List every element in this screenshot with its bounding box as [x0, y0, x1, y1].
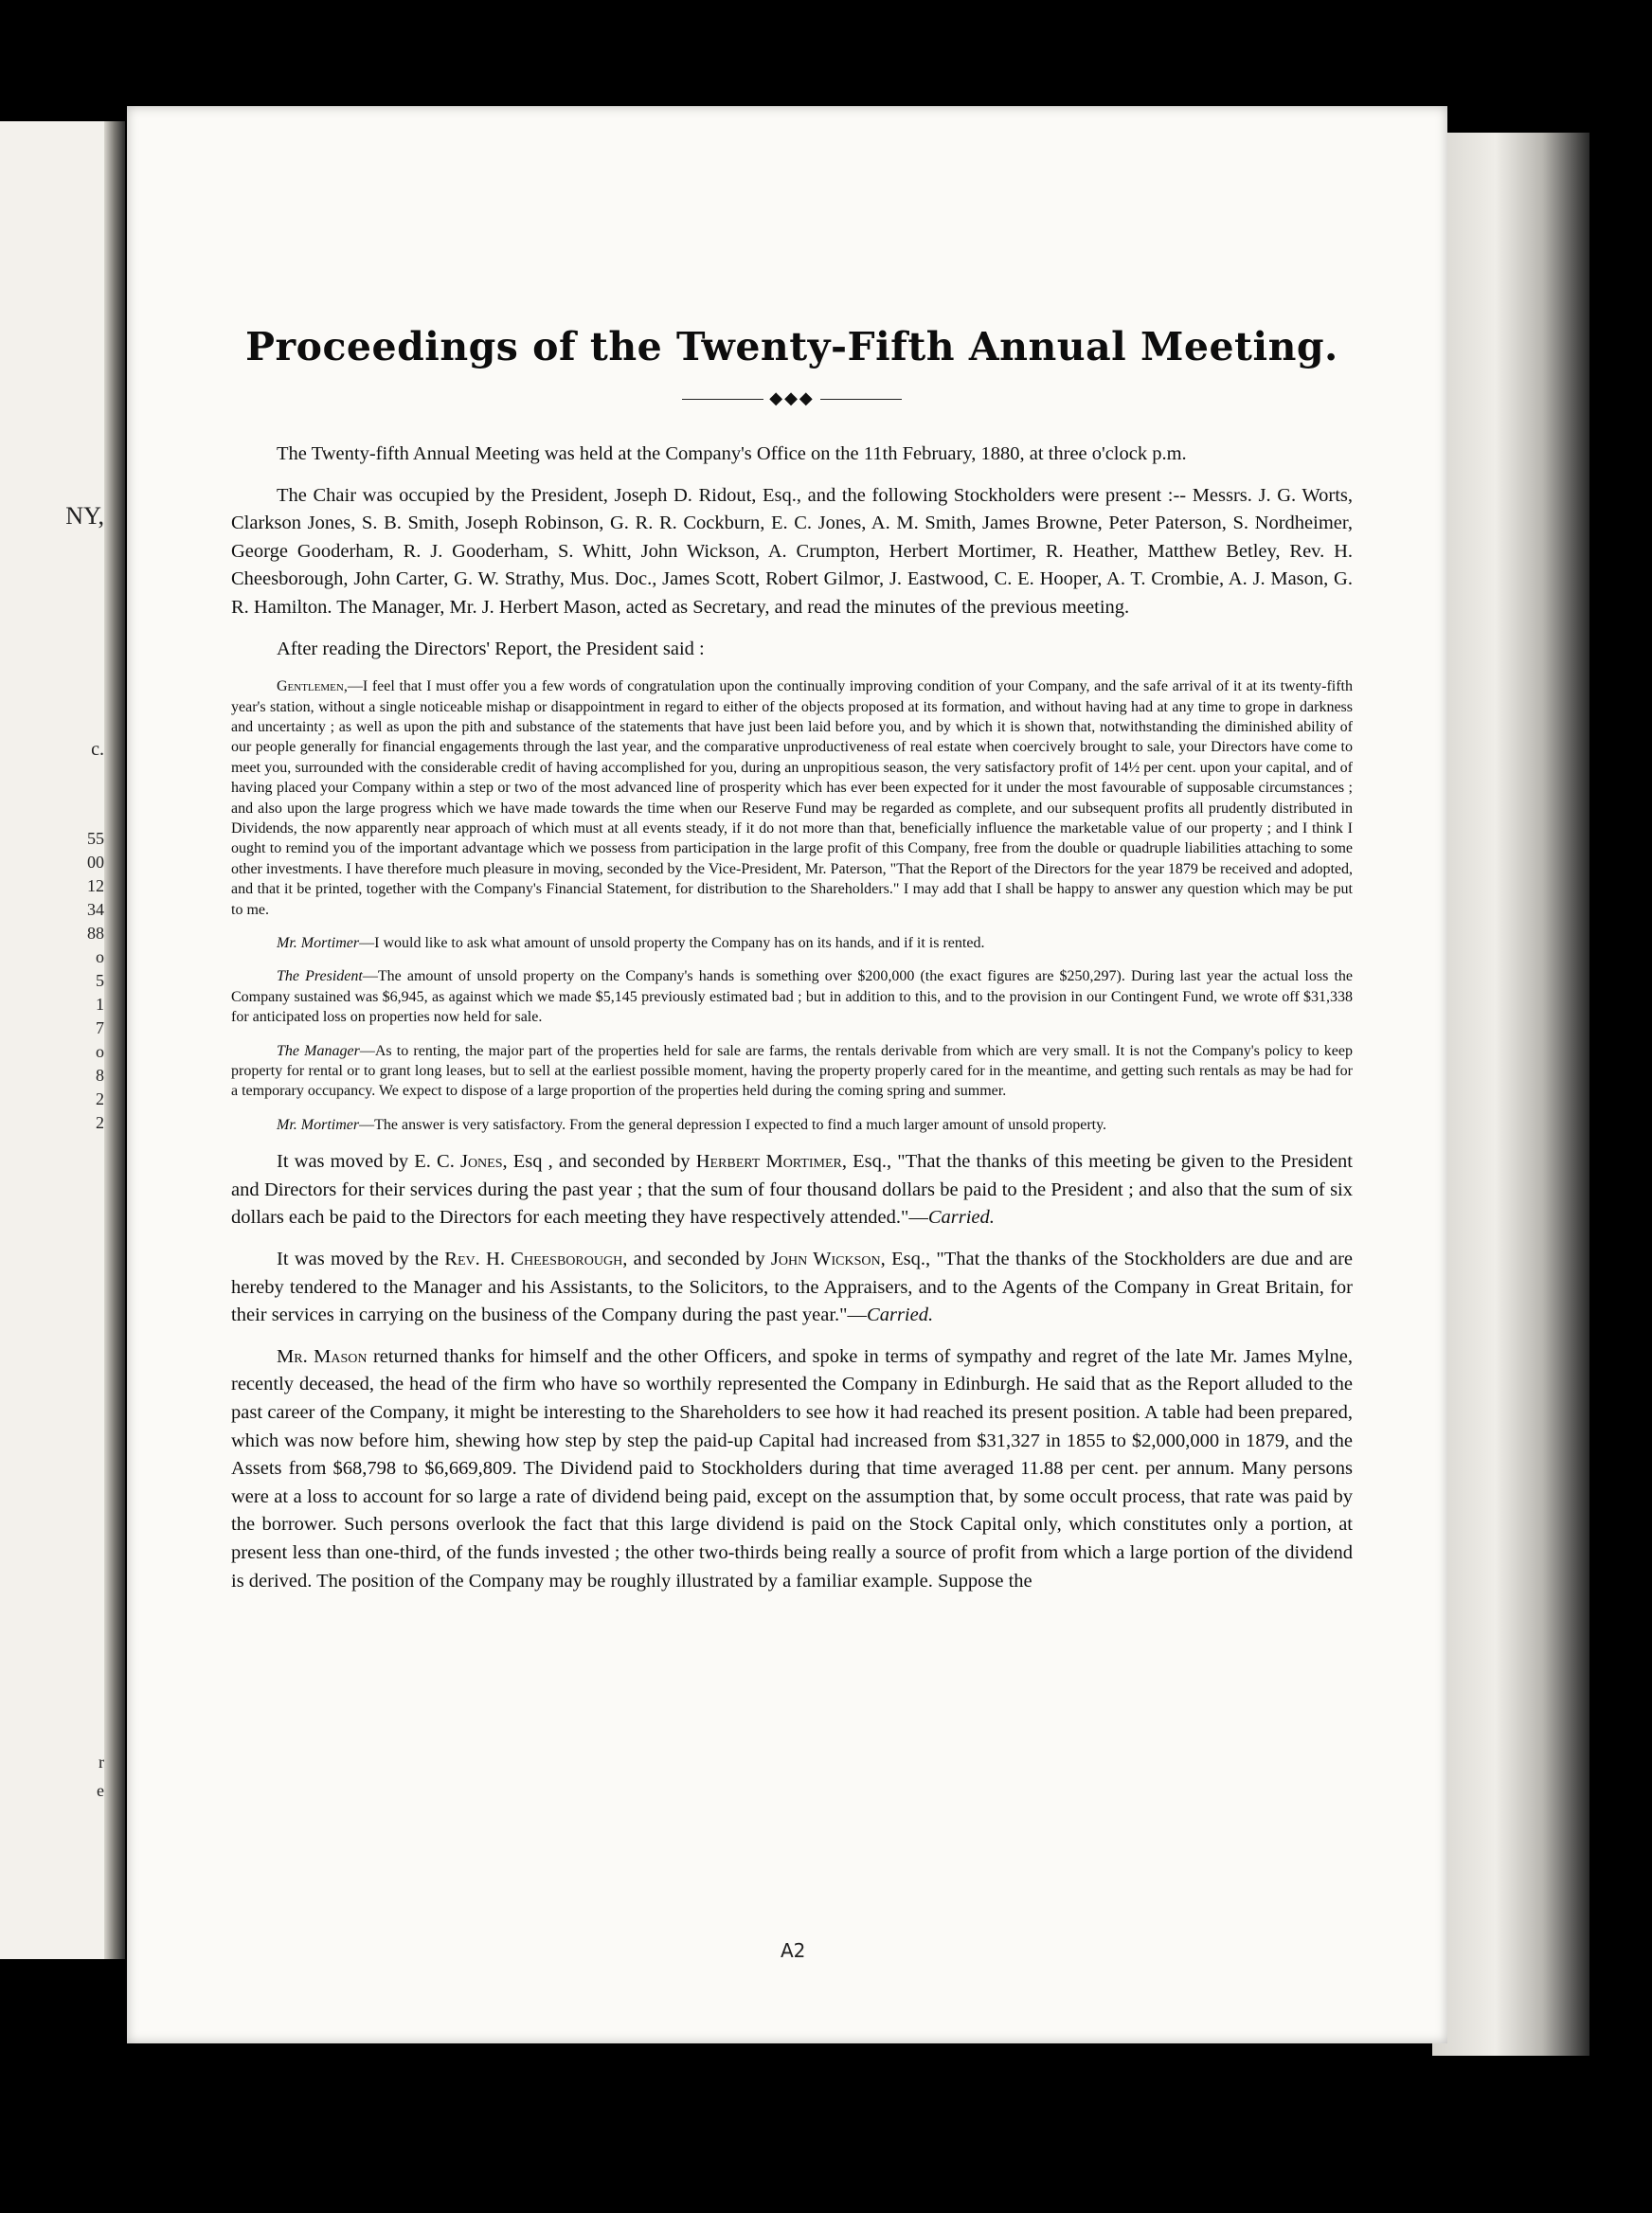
seconder-name: John Wickson	[770, 1249, 881, 1270]
president-intro: After reading the Directors' Report, the President said :	[277, 638, 705, 659]
mortimer-question	[231, 933, 1353, 953]
margin-fragment: 88	[87, 924, 104, 943]
margin-fragment: 1	[96, 995, 104, 1014]
page-body	[231, 324, 1353, 1609]
margin-fragment: o	[96, 1042, 104, 1061]
address-text: —I feel that I must offer you a few words of congratulation upon the continually improving condition of your Company, and the safe arrival of it at its twenty-fifth year's station, without a single noticeable mishap or disappointment in regard to either of the objects proposed at its formation, and without having had at any time to grope in darkness and uncertainty ; as well as upon the pith and substance of the statements that have just been laid before you, and by which it is shown that, notwithstanding the diminished ability of our people generally for financial engagements through the last year, and the comparative unproductiveness of real estate when coercively brought to sale, your Directors have come to meet you, surrounded with the considerable credit of having accomplished for you, during an unpropitious season, the very satisfactory profit of 14½ per cent. upon your capital, and of having placed your Company within a step or two of the most advanced line of prosperity which has ever been expected for it under the most favourable of supposable circumstances ; and also upon the large progress which we have made towards the time when our Reserve Fund may be regarded as complete, and our subsequent profits all prudently distributed in Dividends, the now apparently near approach of which must at all events steady, if it do not more than that, beneficially influence the marketable value of our property ; and I think I ought to remind you of the important advantage which we possess from participation in the large profit of this Company, free from the double or quadruple liabilities attaching to some other investments. I have therefore much pleasure in moving, seconded by the Vice-President, Mr. Paterson, "That the Report of the Directors for the year 1879 be received and adopted, and that it be printed, together with the Company's Financial Statement, for distribution to the Shareholders." I may add that I shall be happy to answer any question which may be put to me.	[231, 678, 1353, 918]
motion-text: , and seconded by	[622, 1249, 765, 1270]
facing-page-fragment	[0, 121, 121, 1959]
attendance-paragraph: The Chair was occupied by the President, Joseph D. Ridout, Esq., and the following Stockholders were present :-- Messrs. J. G. Worts, Clarkson Jones, S. B. Smith, Joseph Robinson, G. R. R. Cockburn, E. C. Jones, A. M. Smith, James Browne, Peter Paterson, S. Nordheimer, George Gooderham, R. J. Gooderham, S. Whitt, John Wickson, A. Crumpton, Herbert Mortimer, R. Heather, Matthew Betley, Rev. H. Cheesborough, John Carter, G. W. Strathy, Mus. Doc., James Scott, Robert Gilmor, J. Eastwood, C. E. Hooper, A. T. Crombie, A. J. Mason, G. R. Hamilton. The Manager, Mr. J. Herbert Mason, acted as Secretary, and read the minutes of the previous meeting.	[231, 484, 1353, 618]
ornament-rule	[820, 399, 902, 400]
speaker-name: The Manager	[277, 1042, 360, 1059]
motion-text: , Esq., "That the thanks of this meeting be given to the President and Directors for their services during the past year ; that the sum of four thousand dollars be paid to the President ; and also that the sum of six dollars each be paid to the Directors for each meeting they have respectively attended."—	[231, 1151, 1354, 1229]
ornament-diamonds: ◆◆◆	[769, 388, 815, 407]
margin-fragment: 8	[96, 1066, 104, 1085]
speech-text: —The answer is very satisfactory. From the general depression I expected to find a much larger amount of unsold property.	[359, 1116, 1107, 1133]
motion-text: It was moved by	[277, 1151, 409, 1173]
ornament-rule	[682, 399, 763, 400]
page-title: Proceedings of the Twenty-Fifth Annual Meeting.	[245, 324, 1338, 369]
mover-name: Rev. H. Cheesborough	[444, 1249, 623, 1270]
motion-text: , Esq , and seconded by	[502, 1151, 691, 1173]
margin-fragment: 7	[96, 1018, 104, 1037]
president-answer	[231, 966, 1353, 1027]
president-address	[231, 676, 1353, 920]
motion-text: , Esq., "That the thanks of the Stockholders are due and are hereby tendered to the Manager and his Assistants, to the Solicitors, to the Appraisers, and to the Agents of the Company in Great Britain, for their services in carrying on the business of the Company during the past year."—	[231, 1249, 1354, 1326]
page-mark: A2	[781, 1939, 806, 1962]
motion-text: It was moved by the	[277, 1249, 439, 1270]
speaker-name: The President	[277, 968, 363, 985]
motion-thanks-directors	[231, 1148, 1353, 1232]
margin-fragment: 2	[96, 1113, 104, 1132]
mason-remarks	[231, 1343, 1353, 1595]
document-page	[127, 106, 1447, 2043]
margin-fragment: c.	[91, 739, 104, 760]
mortimer-reply	[231, 1115, 1353, 1135]
speech-text: —As to renting, the major part of the properties held for sale are farms, the rentals derivable from which are very small. It is not the Company's policy to keep property for rental or to grant long leases, but to sell at the earliest possible moment, having the property properly cared for in the meantime, and getting such rentals as may be had for a temporary occupancy. We expect to dispose of a large proportion of the properties held during the coming spring and summer.	[231, 1042, 1354, 1100]
motion-result: Carried.	[927, 1207, 995, 1229]
margin-fragment: 55	[87, 829, 104, 848]
margin-fragment: 12	[87, 876, 104, 895]
speech-text: —The amount of unsold property on the Company's hands is something over $200,000 (the exact figures are $250,297). During last year the actual loss the Company sustained was $6,945, as against which we made $5,145 previously estimated bad ; but in addition to this, and to the provision in our Contingent Fund, we wrote off $31,338 for anticipated loss on properties now held for sale.	[231, 968, 1354, 1026]
title-ornament	[231, 388, 1353, 408]
speech-text: returned thanks for himself and the other Officers, and spoke in terms of sympathy and regret of the late Mr. James Mylne, recently deceased, the head of the firm who have so worthily represented the Company in Edinburgh. He said that as the Report alluded to the past career of the Company, it might be interesting to the Shareholders to see how it had reached its present position. A table had been prepared, which was now before him, shewing how step by step the paid-up Capital had increased from $31,327 in 1855 to $2,000,000 in 1879, and the Assets from $68,798 to $6,669,809. The Dividend paid to Stockholders during that time averaged 11.88 per cent. per annum. Many persons were at a loss to account for so large a rate of dividend being paid, except on the assumption that, by some occult process, that rate was paid by the borrower. Such persons overlook the fact that this large dividend is paid on the Stock Capital only, which constitutes only a portion, at present less than one-third, of the funds invested ; the other two-thirds being really a source of profit from which a large portion of the dividend is derived. The position of the Company may be roughly illustrated by a familiar example. Suppose the	[231, 1345, 1354, 1592]
margin-fragment: 5	[96, 971, 104, 990]
speech-text: —I would like to ask what amount of unsold property the Company has on its hands, and if it is rented.	[359, 935, 985, 952]
margin-fragment: o	[96, 947, 104, 966]
margin-fragment: e	[97, 1781, 104, 1800]
margin-fragment: NY,	[65, 502, 104, 530]
mover-name: E. C. Jones	[414, 1151, 503, 1173]
margin-fragment: 34	[87, 900, 104, 919]
margin-fragment: r	[99, 1753, 104, 1772]
page-edges	[1432, 133, 1589, 2056]
margin-fragment: 00	[87, 853, 104, 872]
meeting-intro: The Twenty-fifth Annual Meeting was held at the Company's Office on the 11th February, 1880, at three o'clock p.m.	[277, 443, 1187, 464]
speaker-name: Mr. Mortimer	[277, 1116, 360, 1133]
motion-thanks-staff	[231, 1246, 1353, 1330]
manager-answer	[231, 1041, 1353, 1102]
book-gutter	[104, 121, 125, 1959]
speaker-name: Mr. Mason	[277, 1345, 368, 1367]
motion-result: Carried.	[867, 1304, 934, 1326]
address-salutation: Gentlemen,	[277, 678, 348, 695]
speaker-name: Mr. Mortimer	[277, 935, 360, 952]
seconder-name: Herbert Mortimer	[695, 1151, 842, 1173]
margin-fragment: 2	[96, 1089, 104, 1108]
